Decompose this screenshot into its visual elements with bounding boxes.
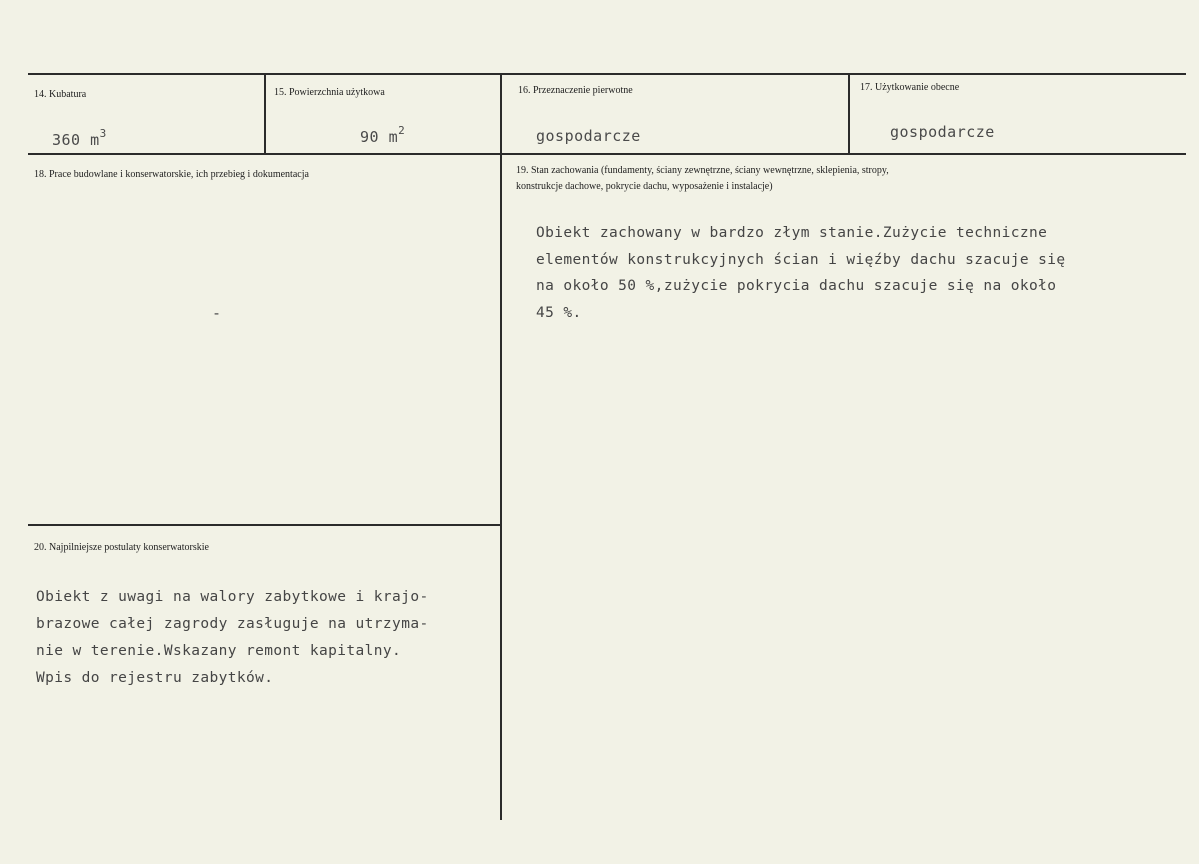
field-19-line: 45 %. [536, 304, 582, 321]
field-19-text [536, 220, 1066, 326]
section-20-divider [28, 524, 502, 526]
field-19-label-line1: 19. Stan zachowania (fundamenty, ściany zewnętrzne, ściany wewnętrzne, sklepienia, stropy, [516, 165, 889, 176]
top-rule [28, 73, 1186, 75]
field-19-line: na około 50 %,zużycie pokrycia dachu szacuje się na około [536, 278, 1057, 294]
column-divider-main [500, 75, 502, 820]
column-divider-1 [264, 75, 266, 153]
field-15-number: 90 m [360, 128, 399, 146]
field-14-exponent: 3 [99, 127, 107, 140]
field-15-exponent: 2 [398, 124, 406, 137]
field-19-line: elementów konstrukcyjnych ścian i więźby dachu szacuje się [536, 251, 1066, 268]
field-18-label: 18. Prace budowlane i konserwatorskie, ich przebieg i dokumentacja [34, 169, 309, 180]
field-18-value: - [212, 304, 222, 322]
field-14-number: 360 m [52, 131, 100, 149]
field-17-value: gospodarcze [890, 123, 995, 141]
field-14-label: 14. Kubatura [34, 89, 87, 100]
field-20-line: nie w terenie.Wskazany remont kapitalny. [36, 643, 402, 659]
field-14-value [52, 127, 107, 149]
row-divider [28, 153, 1186, 155]
field-20-line: Obiekt z uwagi na walory zabytkowe i krajo- [36, 589, 429, 605]
field-20-text [36, 584, 429, 692]
field-20-label: 20. Najpilniejsze postulaty konserwatorskie [34, 542, 209, 553]
field-16-label: 16. Przeznaczenie pierwotne [518, 85, 633, 96]
column-divider-3 [848, 75, 850, 153]
field-17-label: 17. Użytkowanie obecne [860, 82, 960, 93]
field-19-line: Obiekt zachowany w bardzo złym stanie.Zużycie techniczne [536, 225, 1048, 241]
field-16-value: gospodarcze [536, 127, 641, 145]
field-15-label: 15. Powierzchnia użytkowa [274, 87, 385, 98]
field-20-line: Wpis do rejestru zabytków. [36, 670, 274, 686]
field-19-label-line2: konstrukcje dachowe, pokrycie dachu, wyposażenie i instalacje) [516, 181, 773, 192]
field-20-line: brazowe całej zagrody zasługuje na utrzyma- [36, 616, 429, 632]
field-15-value [360, 124, 406, 146]
